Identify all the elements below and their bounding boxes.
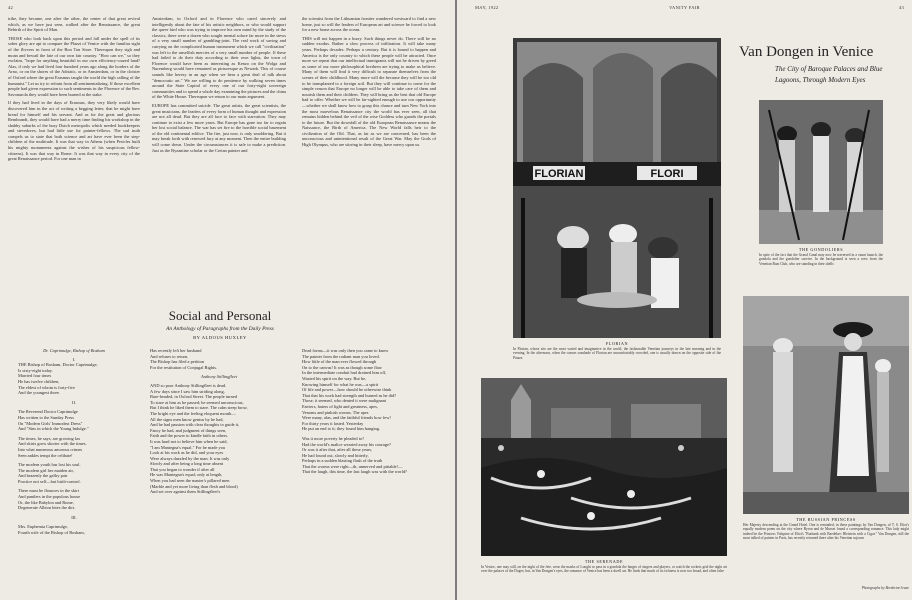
poem-stanza bbox=[18, 462, 130, 484]
col2-paragraph-2: EUROPE has committed suicide. The great artists, the great scientists, the great musicians, the leaders of every form of human thought and expression are not all dead. But they are all face to face with starvation. They may continue to exist a few more years. But Europe has gone too far to regain her lost social balance. The war has set fire to the horrible social basement of the old continental edifice. The fire, just now, is only smoldering. But it may break forth with renewed fury at any moment. Then the entire building will come down. Under the circumstances it is safe to make a prediction. Just as the Byzantine scholar or the Cretan painter and bbox=[152, 102, 286, 153]
poem-line: Wasted his spirit on the way. But he, bbox=[302, 375, 367, 381]
poem2-stanza bbox=[150, 348, 288, 370]
poem-line: AND so poor Anthony Stillingfleet is dead. bbox=[150, 382, 227, 388]
col3-paragraph-1: the scientist from the Lithuanian frontier wandered westward to find a new home, just so will the leaders of European art and science be forced to look for a new home across the ocean. bbox=[302, 16, 436, 33]
poem-line: For thirty years it lasted. Yesterday bbox=[302, 420, 364, 426]
poem-line: Venoms and pinkish worms. The apes bbox=[302, 409, 369, 415]
poem-line: That that his work had strength and burned as he did? bbox=[302, 392, 397, 398]
photo-credit: Photographs by Bernheim-Jeune bbox=[861, 586, 909, 590]
poem-line: III. bbox=[71, 514, 77, 520]
poem-stanza bbox=[18, 436, 130, 458]
poem-column-3 bbox=[302, 348, 440, 596]
poem-line: Those, it seemed, who dented it were malignant bbox=[302, 398, 387, 404]
left-page bbox=[0, 0, 455, 600]
poem-column-1 bbox=[18, 348, 130, 596]
poem-line: THE Bishop of Bosham, Doctor Caprimulge, bbox=[18, 362, 98, 368]
florian-sign-right: FLORI bbox=[650, 168, 684, 180]
poem-line: The eldest of whom is forty-five bbox=[18, 384, 75, 390]
poem-line: For the restitution of Conjugal Rights. bbox=[150, 364, 218, 370]
poem-column-2 bbox=[150, 348, 288, 596]
poem-line: Married four times bbox=[18, 373, 52, 379]
poem2-heading: Anthony Stillingfleet bbox=[201, 374, 237, 380]
serenade-title: THE SERENADE bbox=[584, 559, 624, 564]
poem-line: He was Mantegna's equal; only at length, bbox=[150, 472, 223, 478]
poem-line: Is sixty-eight today. bbox=[18, 367, 53, 373]
top-paragraph: tribe, they became, one after the other, the center of that great revival which, as we have just seen, walked after the Renaissance, the great Rebirth of the Spirit of Man. bbox=[8, 16, 140, 33]
poem-line: Slowly and after being a long time absent bbox=[150, 461, 224, 467]
col3-paragraph-2: THIS will not happen in a hurry. Such things never do. There will be no sudden exodus. Rather a slow process of infiltration. It will take many years. Perhaps decades. Perhaps a century. But it is bound to happen and America is the only country to which these people will be attracted. Once more we repeat that our intellectual immigrants will not be driven by greed as some of our more philosophical brethren are trying to make us believe. Many of them will find it very difficult to separate themselves from the scenes of their childhood. Many more will die because they will be too old to be transplanted to a foreign soil. But they will continue to come for the simple reason that Europe no longer will be able to take care of them and nourish them and their children. They will bring us the best that old Europe had to offer. Whether we will be far-sighted enough to use our opportunity—whether we shall know how to grasp this chance and turn New York into the most marvelous Renaissance city the world has ever seen, all that remains hidden behind the veil of the wise Goddess who guards the portals to the future. But the downfall of the old European Renaissance means the Naissance, the Birth of America. The New World falls heir to the civilization of the Old. That, as far as we are concerned, has been the unconscious and unintentional result of the Great War. May the Gods of High Olympus, who are stirring in their sleep, have mercy upon us. bbox=[302, 35, 436, 148]
poem-line: Faith and the power to kindle faith in others. bbox=[150, 433, 229, 439]
serenade-artwork bbox=[481, 378, 727, 556]
poem-line: Look at his work as he did, and your eyes bbox=[150, 450, 224, 456]
poem-line: All the signs men know genius by he had, bbox=[150, 416, 224, 422]
russian-princess-caption: Her Majesty descending at the Grand Hotel. One is reminded, in these paintings by Van Dongen, of T. S. Eliot's equally modern poem on the city where Byron and de Musset found a corresponding romance. This lady might indeed be the Princess Volupine of Eliot's "Burbank with Baedeker: Bleistein with a Cigar." Van Dongen, still the most talked of painter in Paris, has recently returned there after his Venetian sojourn bbox=[743, 523, 909, 541]
gondoliers-illustration bbox=[759, 100, 883, 244]
feature-title: Van Dongen in Venice bbox=[739, 44, 874, 60]
poem-line: When you had seen the master's pillared men bbox=[150, 478, 230, 484]
florian-sign-left: FLORIAN bbox=[534, 168, 584, 180]
poem-stanza bbox=[302, 436, 440, 475]
column-2 bbox=[152, 16, 286, 300]
poem-line: That the worms were right—th, unnerved and pitiable!— bbox=[302, 463, 403, 469]
poem3-body bbox=[302, 348, 440, 475]
poem-stanza bbox=[18, 524, 130, 535]
poem-line: And brazenly the gallry pair bbox=[18, 473, 68, 479]
poem-line: Degenerate Albion bites the dirt. bbox=[18, 505, 76, 511]
poem-line: A few days since I saw him striding along, bbox=[150, 388, 225, 394]
poem-line: Had the world's malice wearied away his courage? bbox=[302, 441, 391, 447]
poem-line: Enviers, haters of light and greatness, apes, bbox=[302, 403, 378, 409]
russian-princess-title: THE RUSSIAN PRINCESS bbox=[796, 517, 856, 522]
poem-line: Or was it after that, after all these years, bbox=[302, 447, 373, 453]
column-1 bbox=[8, 16, 140, 165]
poem-line: And pantlers in the populous house bbox=[18, 494, 81, 500]
poem-line: In the intermediate conduit had drained him off, bbox=[302, 370, 387, 376]
page-number-left: 42 bbox=[8, 5, 14, 10]
right-page bbox=[457, 0, 912, 600]
poem-line: And set over against them Stillingfleet's bbox=[150, 489, 221, 495]
poem-line: The Reverend Doctor Caprimulge bbox=[18, 409, 78, 415]
poem-line: Seen ankles tempt the celibate! bbox=[18, 452, 73, 458]
florian-illustration bbox=[513, 38, 721, 338]
poem-line: II. bbox=[71, 399, 77, 405]
poem-line: (Marble and yet more living than flesh and blood) bbox=[150, 483, 238, 489]
poem-stanza bbox=[302, 348, 440, 432]
poem-line: And skirts grow shorter with the times. bbox=[18, 441, 87, 447]
poem-line: That the laugh, this time, the last laugh was with the world? bbox=[302, 469, 407, 475]
byline: BY ALDOUS HUXLEY bbox=[193, 335, 247, 340]
poem-line: Was it more poverty he pleaded to? bbox=[302, 435, 365, 441]
poem-stanza bbox=[18, 362, 130, 396]
issue-date: MAY, 1922 bbox=[475, 5, 499, 10]
russian-princess-illustration bbox=[743, 296, 909, 514]
poem-line: Bare-headed, in Oxford Street. The people turned bbox=[150, 394, 237, 400]
poem-stanza bbox=[18, 488, 130, 510]
poem-line: Fancy he had, and judgment of things seen, bbox=[150, 427, 227, 433]
poem-line: And refuses to return. bbox=[150, 353, 189, 359]
poem-line: On "Modern Girls' Immodest Dress" bbox=[18, 420, 83, 426]
poem-line: Perhaps in a sudden blasting flash of the truth bbox=[302, 458, 383, 464]
column-3 bbox=[302, 16, 436, 346]
poem-line: And "Sins in which the Young Indulge." bbox=[18, 426, 89, 432]
poem-line: On to the canvas! It was as though some flaw bbox=[302, 364, 382, 370]
poem-line: To stare at him as he passed; he seemed unconscious, bbox=[150, 399, 244, 405]
col1-paragraph-2: If they had lived in the days of Erasmus, they very likely would have discovered him in the act of writing a begging letter, that he might have bread for himself and his servant. And as for the great and glorious Rembrandt, they would have had a merry time finding his workshop in the shabby suburbs of the busy Dutch metropolis which needed bookkeepers and stevedores, but had little use for painter-fellows. The sad truth compels us to state that both science and art have ever been the step-children of the multitude. It was that way in Athens (when Pericles built his mighty monuments against the wishes of his suspicious fellow-citizens). It was that way in Rome. It was that way in every city of the great Renaissance period. For one man in bbox=[8, 100, 140, 162]
poem-line: It was hard not to believe him when he said, bbox=[150, 438, 228, 444]
poem-line: And he had passion with clear thoughts to guide it, bbox=[150, 422, 240, 428]
poem-line: And the youngest three. bbox=[18, 390, 60, 396]
poem-line: "I am Mantegna's equal." For he made you bbox=[150, 444, 226, 450]
poem-line: Of life and power—how should he otherwise think bbox=[302, 387, 392, 393]
poem-line: Practice not self—but birth-control. bbox=[18, 478, 81, 484]
serenade-caption: In Venice, one may still, on the night of the fete, wear the masks of Longhi or pass in a gondola the barges of singers and players, or watch the rockets grid the night air over the palaces of the Doges; but, in Van Dongen's eyes, the romance of Venice has been a dwell art. He finds that much of its richness is now too broad, and often false bbox=[481, 565, 727, 574]
poem2-body bbox=[150, 383, 288, 495]
poem-stanza bbox=[18, 409, 130, 431]
page-number-right: 43 bbox=[898, 5, 904, 10]
article-title: Social and Personal bbox=[168, 308, 272, 323]
feature-subtitle: The City of Baroque Palaces and Blue Lagoons, Through Modern Eyes bbox=[775, 65, 883, 84]
article-subtitle: An Anthology of Paragraphs from the Daily Press bbox=[166, 326, 274, 332]
poem1-heading: Dr. Caprimulge, Bishop of Bosham bbox=[43, 348, 105, 353]
serenade-illustration bbox=[481, 378, 727, 556]
poem1-numeral: I. bbox=[72, 356, 76, 362]
poem-stanza bbox=[18, 400, 130, 406]
poem-line: The modern girl her maiden air, bbox=[18, 467, 74, 473]
col2-paragraph-1: Amsterdam, in Oxford and in Florence who cared sincerely and intelligently about the fate of his artistic neighbors, or who would support the queer bird who was trying to improve his own mind by the study of the classics, there were a dozen who sought mental solace far more in the stews of a very small number of gambling-joint. The real work of saving and carrying on the complicated human instrument which we call "civilization" was left to the unselfish mercies of a very small number of people. If these had failed to do their duty according to their own lights, the town of Florence would have been as interesting as Kenzo on the Wolga and Nuremberg would have remained as picturesque as Newark. This of course sounds like heresy in an age when we hear a great deal of talk about "democratic art." We are willing to do penitence by walking seven times around the State Capitol of every one of our forty-eight sovereign communities and to spend a whole day examining the pictures and the china of the White House. Thereupon we return to our main argument. bbox=[152, 16, 286, 100]
poem-line: Fourth wife of the Bishop of Bosham, bbox=[18, 530, 85, 536]
poem-stanza bbox=[18, 515, 130, 521]
col1-paragraph-1: THOSE who look back upon this period and fall under the spell of its sober glory are apt to compare the Plazzi of Venice with the familiar sight of the flivvers in front of the Bon Ton Store. Thereupon they sigh and moan and bewail the fate of our own fair country. "How can we," so they exclaim, "hope for anything beautiful in our own efficiency-crazed land? Alas, if only we had lived four hundred years ago along the borders of the Arno, or on the shores of the Adriatic, or in Amsterdam, or in the cloister of Oxford where the great Erasmus taught the world the high calling of the humanist." Let us try to refrain from all sentimentalizing. If those excellent people had given expression to such sentiments in the Florence of the Rev. Savonarola they would have been burned at the stake. bbox=[8, 35, 140, 97]
florian-artwork bbox=[513, 38, 721, 338]
poem-line: Dead forms—it was only then you came to know bbox=[302, 348, 389, 353]
poem-line: Has written to the Sunday Press bbox=[18, 414, 74, 420]
poem-line: He had found out, slowly and bitterly, bbox=[302, 452, 369, 458]
poem-line: That you began to wonder if after all bbox=[150, 466, 215, 472]
poem1-body bbox=[18, 362, 130, 535]
poem-line: Knowing himself for what he was—a spirit bbox=[302, 381, 379, 387]
poem-line: He has twelve children, bbox=[18, 378, 60, 384]
poem-line: There must be flounces in the skirt bbox=[18, 488, 79, 494]
magazine-name: VANITY FAIR bbox=[669, 5, 700, 10]
poem-line: But I think he liked them to stare. The calm steep brow, bbox=[150, 405, 248, 411]
florian-caption: In Florian, whose site are the most varied and imaginative in the world, the fashionable Venetian journeys in the late morning and in the evening. In the afternoon, when the canvas sunshade of Florian are uncomfortably crowded, one is usually drawn on the opposite side of the Piazza bbox=[513, 347, 721, 360]
poem-line: Mrs. Euphemia Caprimulge, bbox=[18, 524, 68, 530]
poem-line: Were always dazzled by the man. It was only bbox=[150, 455, 230, 461]
florian-title: FLORIAN bbox=[605, 341, 629, 346]
poem-line: He put an end to it; they found him hanging. bbox=[302, 426, 381, 432]
gondoliers-title: THE GONDOLIERS bbox=[798, 247, 844, 252]
poem-line: The modern youth has lost his soul. bbox=[18, 462, 81, 468]
poem-line: The painter from the radiant man you loved. bbox=[302, 353, 380, 359]
poem-line: Into what numerous amorous crimes bbox=[18, 446, 83, 452]
poem-line: The bright eye and the feeling eloquent mouth— bbox=[150, 410, 236, 416]
poem-line: Were many, alas, and the faithful friends how few! bbox=[302, 415, 391, 421]
russian-princess-artwork bbox=[743, 296, 909, 514]
gondoliers-artwork bbox=[759, 100, 883, 244]
poem-line: Or, the like Babylon and Rome, bbox=[18, 499, 74, 505]
poem-line: How little of the man ever flowed through bbox=[302, 359, 377, 365]
gondoliers-caption: In spite of the fact that the Grand Canal may now be traversed in a vaunt launch, the gondola and the gondolier survive. In the background is seen a crew from the Venetian Boat Club, who are standing in their shells bbox=[759, 253, 883, 266]
poem-line: The Bishop has filed a petition bbox=[150, 359, 205, 365]
poem-line: Has recently left her husband bbox=[150, 348, 202, 353]
poem-stanza bbox=[150, 383, 288, 495]
poem-line: The times, he says, are growing lax bbox=[18, 435, 81, 441]
